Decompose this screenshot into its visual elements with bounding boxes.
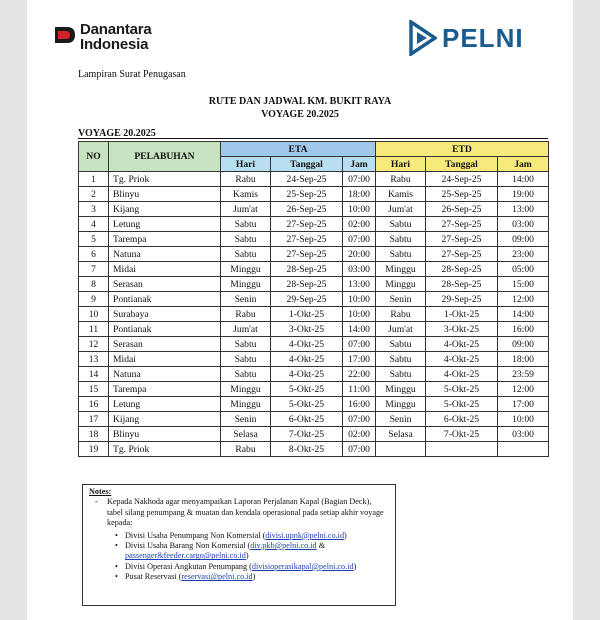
cell-eta-hari: Minggu (221, 382, 271, 397)
notes-item (115, 572, 389, 582)
cell-etd-hari: Sabtu (376, 337, 426, 352)
cell-eta-jam: 03:00 (343, 262, 376, 277)
notes-intro-text: Kepada Nakhoda agar menyampaikan Laporan Perjalanan Kapal (Bagian Deck), tabel silang penumpang & muatan dan kendala operasional pada setiap akhir voyage kepada: (107, 497, 384, 528)
cell-etd-tgl: 1-Okt-25 (426, 307, 498, 322)
cell-port: Kijang (109, 202, 221, 217)
cell-port: Tarempa (109, 382, 221, 397)
email-link[interactable]: div.pkb@pelni.co.id (250, 541, 317, 551)
notes-list (89, 531, 389, 583)
notes-item (115, 530, 389, 541)
notes-item (115, 561, 389, 572)
cell-eta-tgl: 5-Okt-25 (271, 382, 343, 397)
cell-etd-hari: Sabtu (376, 352, 426, 367)
cell-no: 14 (79, 367, 109, 382)
cell-no: 19 (79, 442, 109, 457)
cell-eta-tgl: 27-Sep-25 (271, 217, 343, 232)
table-row (79, 352, 549, 367)
cell-port: Letung (109, 217, 221, 232)
cell-no: 2 (79, 187, 109, 202)
header-eta: ETA (221, 142, 376, 157)
cell-port: Natuna (109, 367, 221, 382)
bullet-icon: • (115, 530, 118, 540)
cell-port: Surabaya (109, 307, 221, 322)
cell-eta-hari: Sabtu (221, 337, 271, 352)
cell-etd-tgl: 4-Okt-25 (426, 337, 498, 352)
cell-etd-tgl: 5-Okt-25 (426, 397, 498, 412)
cell-eta-jam: 02:00 (343, 217, 376, 232)
cell-no: 8 (79, 277, 109, 292)
cell-etd-tgl: 27-Sep-25 (426, 232, 498, 247)
title-line-2: VOYAGE 20.2025 (261, 109, 339, 120)
header-etd-jam: Jam (498, 157, 549, 172)
table-row (79, 412, 549, 427)
cell-etd-hari: Rabu (376, 307, 426, 322)
cell-no: 18 (79, 427, 109, 442)
cell-etd-tgl: 4-Okt-25 (426, 367, 498, 382)
cell-eta-jam: 02:00 (343, 427, 376, 442)
cell-eta-jam: 10:00 (343, 202, 376, 217)
cell-etd-jam: 16:00 (498, 322, 549, 337)
notes-box (82, 484, 396, 606)
cell-eta-tgl: 1-Okt-25 (271, 307, 343, 322)
cell-etd-jam: 19:00 (498, 187, 549, 202)
cell-eta-jam: 18:00 (343, 187, 376, 202)
table-row (79, 382, 549, 397)
cell-eta-tgl: 6-Okt-25 (271, 412, 343, 427)
cell-eta-hari: Minggu (221, 397, 271, 412)
cell-port: Letung (109, 397, 221, 412)
cell-eta-tgl: 3-Okt-25 (271, 322, 343, 337)
cell-etd-jam: 17:00 (498, 397, 549, 412)
bullet-icon: • (115, 561, 118, 571)
cell-port: Serasan (109, 337, 221, 352)
header-eta-tanggal: Tanggal (271, 157, 343, 172)
cell-eta-tgl: 29-Sep-25 (271, 292, 343, 307)
danantara-logo-icon (54, 24, 76, 46)
notes-intro (89, 497, 389, 528)
cell-etd-tgl: 28-Sep-25 (426, 277, 498, 292)
cell-etd-tgl: 29-Sep-25 (426, 292, 498, 307)
cell-etd-hari: Sabtu (376, 247, 426, 262)
cell-eta-tgl: 28-Sep-25 (271, 277, 343, 292)
cell-etd-tgl: 28-Sep-25 (426, 262, 498, 277)
divider (78, 138, 548, 139)
cell-etd-hari: Minggu (376, 262, 426, 277)
cell-no: 7 (79, 262, 109, 277)
lampiran-label: Lampiran Surat Penugasan (78, 69, 186, 80)
notes-title: Notes: (89, 487, 112, 496)
cell-eta-jam: 11:00 (343, 382, 376, 397)
cell-eta-jam: 22:00 (343, 367, 376, 382)
cell-eta-tgl: 27-Sep-25 (271, 232, 343, 247)
cell-eta-hari: Kamis (221, 187, 271, 202)
cell-eta-hari: Senin (221, 412, 271, 427)
cell-etd-tgl (426, 442, 498, 457)
cell-etd-hari: Sabtu (376, 217, 426, 232)
cell-port: Tarempa (109, 232, 221, 247)
cell-no: 12 (79, 337, 109, 352)
cell-eta-hari: Sabtu (221, 247, 271, 262)
cell-eta-tgl: 27-Sep-25 (271, 247, 343, 262)
cell-etd-jam: 13:00 (498, 202, 549, 217)
cell-eta-jam: 10:00 (343, 307, 376, 322)
cell-etd-jam (498, 442, 549, 457)
cell-eta-hari: Jum'at (221, 322, 271, 337)
cell-eta-tgl: 5-Okt-25 (271, 397, 343, 412)
cell-eta-hari: Minggu (221, 262, 271, 277)
cell-eta-hari: Rabu (221, 307, 271, 322)
cell-eta-hari: Rabu (221, 442, 271, 457)
pelni-logo-icon (409, 20, 437, 56)
cell-eta-tgl: 4-Okt-25 (271, 367, 343, 382)
cell-etd-hari: Minggu (376, 277, 426, 292)
cell-etd-tgl: 27-Sep-25 (426, 217, 498, 232)
cell-eta-tgl: 4-Okt-25 (271, 352, 343, 367)
cell-eta-tgl: 25-Sep-25 (271, 187, 343, 202)
cell-etd-tgl: 5-Okt-25 (426, 382, 498, 397)
email-link[interactable]: divisioperasikapal@pelni.co.id (251, 561, 354, 571)
cell-etd-jam: 14:00 (498, 172, 549, 187)
cell-etd-hari: Jum'at (376, 322, 426, 337)
cell-eta-hari: Minggu (221, 277, 271, 292)
header-etd-tanggal: Tanggal (426, 157, 498, 172)
cell-port: Tg. Priok (109, 442, 221, 457)
cell-no: 16 (79, 397, 109, 412)
notes-item-after: ) (252, 572, 256, 582)
cell-no: 10 (79, 307, 109, 322)
cell-port: Tg. Priok (109, 172, 221, 187)
cell-eta-jam: 07:00 (343, 412, 376, 427)
cell-etd-tgl: 24-Sep-25 (426, 172, 498, 187)
notes-item-after: ) (344, 530, 347, 540)
cell-etd-tgl: 26-Sep-25 (426, 202, 498, 217)
notes-item-after: ) (353, 561, 357, 571)
table-row (79, 397, 549, 412)
cell-eta-hari: Sabtu (221, 352, 271, 367)
cell-etd-jam: 03:00 (498, 427, 549, 442)
header-etd: ETD (376, 142, 549, 157)
cell-port: Blinyu (109, 427, 221, 442)
cell-port: Blinyu (109, 187, 221, 202)
cell-port: Pontianak (109, 292, 221, 307)
cell-etd-hari (376, 442, 426, 457)
cell-eta-jam: 16:00 (343, 397, 376, 412)
cell-etd-hari: Rabu (376, 172, 426, 187)
cell-etd-jam: 03:00 (498, 217, 549, 232)
cell-etd-tgl: 3-Okt-25 (426, 322, 498, 337)
table-row (79, 262, 549, 277)
cell-eta-tgl: 26-Sep-25 (271, 202, 343, 217)
header-etd-hari: Hari (376, 157, 426, 172)
cell-no: 9 (79, 292, 109, 307)
cell-no: 3 (79, 202, 109, 217)
header-pelabuhan: PELABUHAN (109, 142, 221, 172)
cell-etd-hari: Senin (376, 292, 426, 307)
document-title (27, 95, 573, 121)
danantara-logo-text: Danantara Indonesia (80, 21, 152, 53)
cell-no: 11 (79, 322, 109, 337)
cell-port: Natuna (109, 247, 221, 262)
cell-no: 15 (79, 382, 109, 397)
cell-no: 13 (79, 352, 109, 367)
cell-eta-hari: Jum'at (221, 202, 271, 217)
cell-port: Kijang (109, 412, 221, 427)
table-row (79, 322, 549, 337)
cell-no: 5 (79, 232, 109, 247)
cell-eta-jam: 20:00 (343, 247, 376, 262)
voyage-label: VOYAGE 20.2025 (78, 128, 156, 139)
cell-eta-tgl: 24-Sep-25 (271, 172, 343, 187)
cell-eta-hari: Rabu (221, 172, 271, 187)
table-row (79, 232, 549, 247)
notes-dash: - (95, 497, 98, 507)
cell-eta-tgl: 4-Okt-25 (271, 337, 343, 352)
cell-etd-jam: 05:00 (498, 262, 549, 277)
notes-item (115, 541, 389, 562)
cell-etd-tgl: 25-Sep-25 (426, 187, 498, 202)
cell-etd-hari: Minggu (376, 397, 426, 412)
cell-etd-jam: 10:00 (498, 412, 549, 427)
cell-port: Pontianak (109, 322, 221, 337)
email-link[interactable]: reservasi@pelni.co.id (181, 572, 253, 582)
cell-etd-jam: 18:00 (498, 352, 549, 367)
cell-etd-hari: Minggu (376, 382, 426, 397)
cell-etd-tgl: 4-Okt-25 (426, 352, 498, 367)
schedule-table (78, 141, 549, 457)
cell-eta-hari: Sabtu (221, 367, 271, 382)
cell-port: Serasan (109, 277, 221, 292)
cell-etd-jam: 14:00 (498, 307, 549, 322)
cell-etd-jam: 15:00 (498, 277, 549, 292)
table-row (79, 247, 549, 262)
cell-etd-jam: 12:00 (498, 382, 549, 397)
cell-etd-jam: 09:00 (498, 232, 549, 247)
cell-eta-jam: 07:00 (343, 337, 376, 352)
cell-etd-jam: 23:59 (498, 367, 549, 382)
cell-eta-jam: 07:00 (343, 172, 376, 187)
cell-etd-tgl: 7-Okt-25 (426, 427, 498, 442)
table-row (79, 217, 549, 232)
header-eta-hari: Hari (221, 157, 271, 172)
cell-port: Midai (109, 352, 221, 367)
cell-no: 17 (79, 412, 109, 427)
notes-item-text: Divisi Operasi Angkutan Penumpang ( (125, 561, 252, 571)
table-row (79, 187, 549, 202)
notes-item-after: & (316, 541, 326, 551)
notes-item-text: Pusat Reservasi ( (125, 572, 182, 582)
table-row (79, 367, 549, 382)
cell-eta-jam: 14:00 (343, 322, 376, 337)
cell-no: 4 (79, 217, 109, 232)
cell-port: Midai (109, 262, 221, 277)
table-row (79, 172, 549, 187)
table-row (79, 277, 549, 292)
notes-item-after: ) (245, 551, 249, 561)
cell-eta-jam: 13:00 (343, 277, 376, 292)
document-page (27, 0, 573, 620)
header-eta-jam: Jam (343, 157, 376, 172)
title-line-1: RUTE DAN JADWAL KM. BUKIT RAYA (208, 96, 392, 107)
email-link[interactable]: divisi.upnk@pelni.co.id (265, 530, 345, 540)
email-link[interactable]: passenger&feeder.cargo@pelni.co.id (125, 551, 246, 561)
notes-item-text: Divisi Usaha Barang Non Komersial ( (125, 541, 251, 551)
cell-etd-tgl: 27-Sep-25 (426, 247, 498, 262)
table-row (79, 337, 549, 352)
cell-eta-hari: Selasa (221, 427, 271, 442)
bullet-icon: • (115, 541, 118, 551)
table-row (79, 292, 549, 307)
cell-eta-tgl: 8-Okt-25 (271, 442, 343, 457)
cell-eta-jam: 07:00 (343, 232, 376, 247)
table-row (79, 442, 549, 457)
cell-etd-hari: Jum'at (376, 202, 426, 217)
cell-eta-hari: Sabtu (221, 217, 271, 232)
cell-eta-jam: 10:00 (343, 292, 376, 307)
cell-no: 1 (79, 172, 109, 187)
cell-eta-tgl: 28-Sep-25 (271, 262, 343, 277)
cell-eta-jam: 17:00 (343, 352, 376, 367)
cell-etd-jam: 23:00 (498, 247, 549, 262)
cell-etd-jam: 09:00 (498, 337, 549, 352)
cell-etd-jam: 12:00 (498, 292, 549, 307)
cell-eta-hari: Sabtu (221, 232, 271, 247)
pelni-logo-text: PELNI (442, 23, 524, 53)
cell-etd-hari: Sabtu (376, 367, 426, 382)
notes-item-text: Divisi Usaha Penumpang Non Komersial ( (125, 530, 266, 540)
cell-no: 6 (79, 247, 109, 262)
cell-eta-tgl: 7-Okt-25 (271, 427, 343, 442)
table-row (79, 202, 549, 217)
table-row (79, 427, 549, 442)
table-row (79, 307, 549, 322)
cell-eta-jam: 07:00 (343, 442, 376, 457)
header-no: NO (79, 142, 109, 172)
cell-etd-tgl: 6-Okt-25 (426, 412, 498, 427)
cell-etd-hari: Senin (376, 412, 426, 427)
cell-etd-hari: Selasa (376, 427, 426, 442)
cell-etd-hari: Sabtu (376, 232, 426, 247)
cell-etd-hari: Kamis (376, 187, 426, 202)
cell-eta-hari: Senin (221, 292, 271, 307)
bullet-icon: • (115, 572, 118, 582)
